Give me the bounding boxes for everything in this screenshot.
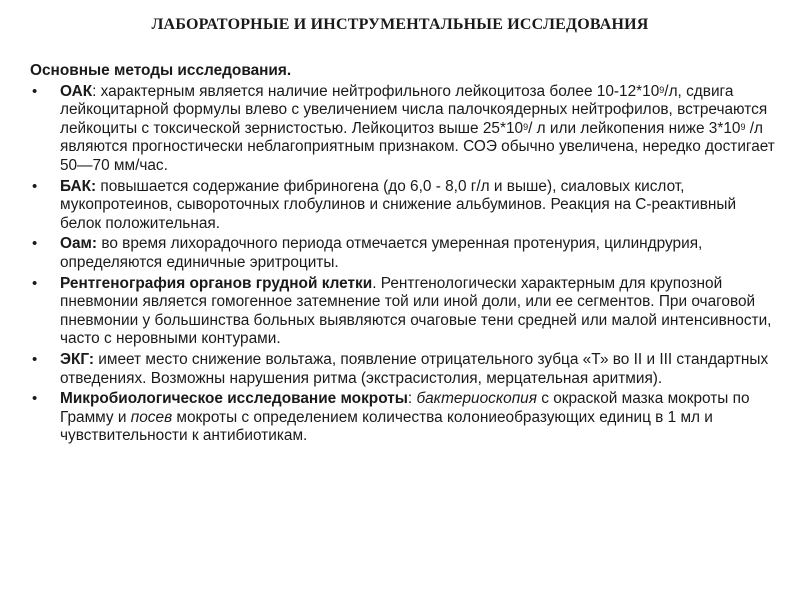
item-term: ЭКГ:	[60, 350, 94, 368]
item-text: повышается содержание фибриногена (до 6,0 - 8,0 г/л и выше), сиаловых кислот, мукопротеинов, сывороточных глобулинов и снижение альбуминов. Реакция на С-реактивный белок положительная.	[60, 177, 737, 232]
bullet-icon: •	[32, 390, 38, 408]
item-text: имеет место снижение вольтажа, появление отрицательного зубца «Т» во II и III стандартных отведениях. Возможны нарушения ритма (экстрасистолия, мерцательная аритмия).	[60, 350, 769, 387]
list-item-oam	[30, 235, 778, 272]
item-text: во время лихорадочного периода отмечается умеренная протенурия, цилиндрурия, определяются единичные эритроциты.	[60, 235, 703, 271]
bullet-icon: •	[32, 235, 38, 253]
item-text: :	[407, 390, 417, 408]
item-text: . Рентгенологически характерным для крупозной пневмонии является гомогенное затемнение той или иной доли, или ее сегментов. При очаговой пневмонии у большинства больных выявляются очаговые тени средней или малой интенсивности, часто с неровными контурами.	[60, 274, 772, 348]
item-text: с окраской мазка мокроты по Грамму и	[60, 390, 750, 426]
bullet-icon: •	[32, 177, 38, 195]
section-subtitle: Основные методы исследования.	[30, 62, 292, 79]
item-term: ОАК	[60, 82, 93, 100]
item-term: Рентгенография органов грудной клетки	[60, 274, 373, 292]
bullet-icon: •	[32, 350, 38, 368]
item-text: /л, сдвига лейкоцитарной формулы влево с увеличением числа палочкоядерных нейтрофилов, встречаются лейкоциты с токсической зернистостью. Лейкоцитоз выше 25*10	[60, 82, 768, 137]
item-text: : характерным является наличие нейтрофильного лейкоцитоза более 10-12*10	[92, 82, 660, 100]
slide-title: ЛАБОРАТОРНЫЕ И ИНСТРУМЕНТАЛЬНЫЕ ИССЛЕДОВАНИЯ	[151, 16, 649, 33]
item-emphasis: посев	[130, 408, 173, 426]
bullet-icon: •	[32, 82, 38, 100]
item-term: Оам:	[60, 235, 98, 253]
list-item-microbiology	[30, 390, 778, 446]
item-text: мокроты с определением количества колониеобразующих единиц в 1 мл и чувствительности к антибиотикам.	[60, 408, 713, 445]
bullet-icon: •	[32, 274, 38, 292]
item-emphasis: бактериоскопия	[416, 390, 537, 408]
list-item-oak	[30, 83, 778, 176]
superscript: 9	[659, 84, 665, 95]
slide-content	[30, 62, 778, 448]
superscript: 9	[740, 121, 746, 132]
item-term: БАК:	[60, 177, 97, 195]
item-term: Микробиологическое исследование мокроты	[60, 390, 408, 408]
list-item-bak	[30, 178, 778, 234]
list-item-xray	[30, 275, 778, 349]
item-text: /л являются прогностически неблагоприятным признаком. СОЭ обычно увеличена, нередко достигает 50—70 мм/час.	[60, 119, 775, 174]
superscript: 9	[523, 121, 529, 132]
methods-list	[30, 83, 778, 446]
item-text: / л или лейкопения ниже 3*10	[528, 119, 741, 137]
list-item-ecg	[30, 351, 778, 388]
